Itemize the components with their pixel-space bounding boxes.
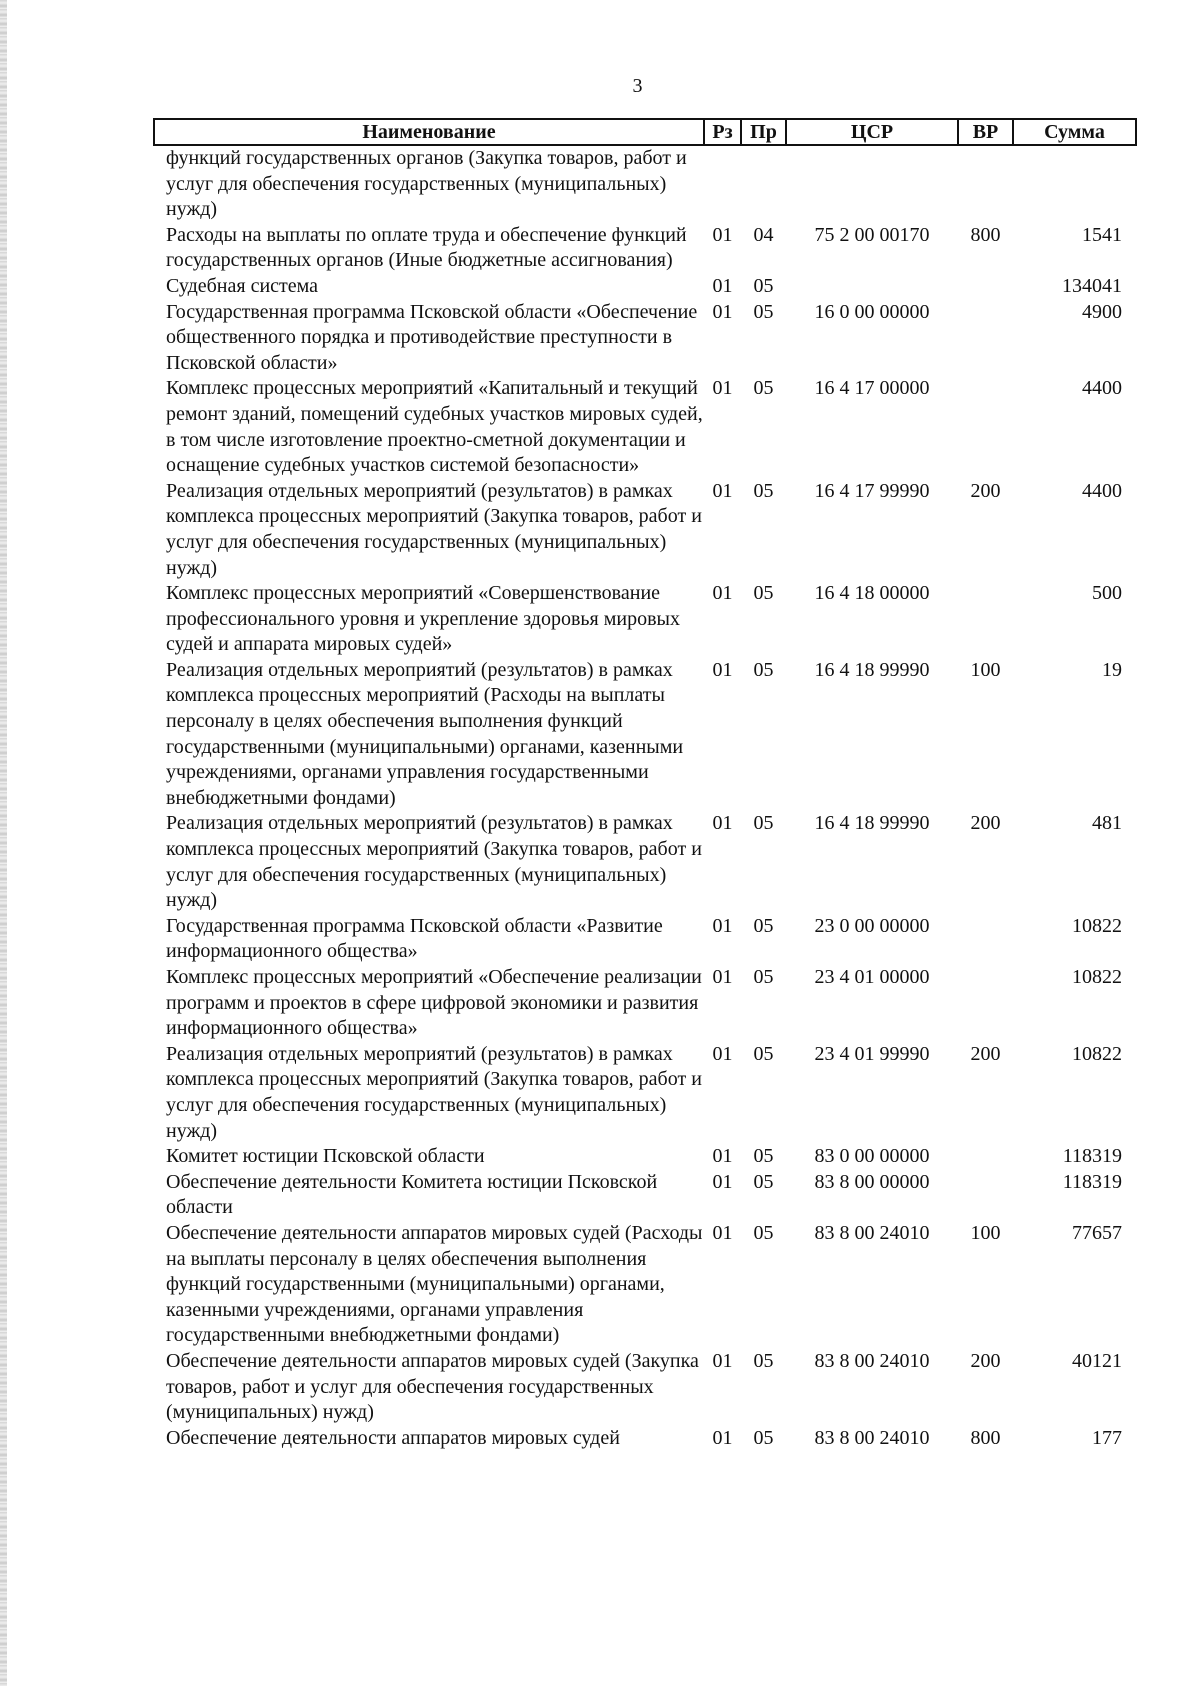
row-csr-cell: 16 4 17 99990 [814, 479, 930, 502]
row-name-cell: Реализация отдельных мероприятий (результатов) в рамках комплекса процессных мероприятий (Закупка товаров, работ и услуг для обеспечения государственных (муниципальных) нужд) [166, 479, 702, 579]
row-vr-cell: 200 [970, 812, 1001, 835]
row-pr-cell: 05 [753, 812, 774, 835]
row-sum-cell: 1541 [1082, 223, 1122, 246]
table-row [154, 581, 1136, 658]
row-pr-cell: 05 [753, 1042, 774, 1065]
row-csr-cell: 83 8 00 00000 [814, 1170, 930, 1193]
row-pr-cell: 05 [753, 914, 774, 937]
table-row [154, 1144, 1136, 1170]
row-name-cell: Комплекс процессных мероприятий «Совершенствование профессионального уровня и укрепление здоровья мировых судей и аппарата мировых судей» [166, 582, 680, 656]
row-name-cell: Судебная система [166, 274, 319, 297]
row-rz-cell [704, 145, 741, 223]
row-vr-cell: 100 [970, 658, 1001, 681]
row-vr-cell: 200 [970, 1042, 1001, 1065]
row-sum-cell: 118319 [1062, 1145, 1122, 1168]
row-csr-cell [786, 145, 958, 223]
row-sum-cell: 4400 [1082, 377, 1122, 400]
row-pr-cell: 05 [753, 274, 774, 297]
row-rz-cell: 01 [712, 1221, 733, 1244]
row-rz-cell: 01 [712, 582, 733, 605]
row-pr-cell: 05 [753, 658, 774, 681]
row-sum-cell: 10822 [1072, 1042, 1122, 1065]
row-csr-cell: 83 8 00 24010 [814, 1426, 930, 1449]
row-vr-cell [958, 1144, 1013, 1170]
row-vr-cell: 800 [970, 1426, 1001, 1449]
header-name: Наименование [154, 119, 704, 145]
row-name-cell: Обеспечение деятельности аппаратов мировых судей (Расходы на выплаты персоналу в целях обеспечения выполнения функций государственными (муниципальными) органами, казенными учреждениями, органами управления государственными внебюджетными фондами) [166, 1221, 703, 1347]
row-vr-cell [958, 581, 1013, 658]
budget-table [153, 118, 1137, 1451]
row-pr-cell: 05 [753, 1349, 774, 1372]
row-pr-cell: 05 [753, 479, 774, 502]
row-sum-cell: 481 [1092, 812, 1122, 835]
row-csr-cell: 23 4 01 99990 [814, 1042, 930, 1065]
row-vr-cell: 200 [970, 479, 1001, 502]
row-rz-cell: 01 [712, 914, 733, 937]
table-row [154, 658, 1136, 812]
row-csr-cell: 83 8 00 24010 [814, 1221, 930, 1244]
row-rz-cell: 01 [712, 966, 733, 988]
scan-edge [0, 0, 7, 1686]
row-sum-cell: 500 [1092, 582, 1122, 605]
row-rz-cell: 01 [712, 812, 733, 835]
row-sum-cell: 134041 [1062, 274, 1122, 297]
row-sum-cell: 118319 [1062, 1170, 1122, 1193]
row-pr-cell: 05 [753, 1145, 774, 1168]
table-row [154, 145, 1136, 223]
table-row [154, 1349, 1136, 1426]
row-name-cell: Реализация отдельных мероприятий (результатов) в рамках комплекса процессных мероприятий (Закупка товаров, работ и услуг для обеспечения государственных (муниципальных) нужд) [166, 812, 702, 912]
row-rz-cell: 01 [712, 223, 733, 246]
row-vr-cell [958, 274, 1013, 300]
row-csr-cell: 75 2 00 00170 [814, 223, 930, 246]
row-vr-cell [958, 965, 1013, 1042]
row-sum-cell: 10822 [1072, 966, 1122, 988]
page-number: 3 [632, 75, 643, 97]
row-name-cell: Расходы на выплаты по оплате труда и обеспечение функций государственных органов (Иные бюджетные ассигнования) [166, 223, 687, 272]
row-name-cell: Реализация отдельных мероприятий (результатов) в рамках комплекса процессных мероприятий (Закупка товаров, работ и услуг для обеспечения государственных (муниципальных) нужд) [166, 1042, 702, 1142]
row-vr-cell [958, 376, 1013, 478]
row-sum-cell: 77657 [1072, 1221, 1122, 1244]
table-row [154, 1170, 1136, 1221]
row-name-cell: Комитет юстиции Псковской области [166, 1145, 485, 1168]
table-row [154, 300, 1136, 377]
row-rz-cell: 01 [712, 1145, 733, 1168]
header-vr: ВР [958, 119, 1013, 145]
row-name-cell: Комплекс процессных мероприятий «Обеспечение реализации программ и проектов в сфере цифровой экономики и развития информационного общества» [166, 966, 702, 1040]
row-sum-cell: 10822 [1072, 914, 1122, 937]
row-sum-cell: 19 [1102, 658, 1122, 681]
row-csr-cell: 83 0 00 00000 [814, 1145, 930, 1168]
row-rz-cell: 01 [712, 377, 733, 400]
table-row [154, 914, 1136, 965]
row-name-cell: Обеспечение деятельности аппаратов мировых судей [166, 1426, 620, 1449]
table-row [154, 1221, 1136, 1349]
row-csr-cell: 16 4 18 00000 [814, 582, 930, 605]
header-pr: Пр [741, 119, 786, 145]
row-vr-cell [958, 145, 1013, 223]
row-name-cell: функций государственных органов (Закупка товаров, работ и услуг для обеспечения государственных (муниципальных) нужд) [166, 147, 687, 221]
row-vr-cell [958, 300, 1013, 377]
row-name-cell: Обеспечение деятельности аппаратов мировых судей (Закупка товаров, работ и услуг для обеспечения государственных (муниципальных) нужд) [166, 1349, 699, 1424]
row-rz-cell: 01 [712, 1349, 733, 1372]
row-vr-cell: 200 [970, 1349, 1001, 1372]
table-header-row [154, 119, 1136, 145]
row-pr-cell: 05 [753, 1221, 774, 1244]
row-rz-cell: 01 [712, 1170, 733, 1193]
row-rz-cell: 01 [712, 274, 733, 297]
table-row [154, 811, 1136, 913]
row-csr-cell: 83 8 00 24010 [814, 1349, 930, 1372]
row-rz-cell: 01 [712, 300, 733, 323]
table-row [154, 965, 1136, 1042]
row-csr-cell: 16 4 18 99990 [814, 812, 930, 835]
header-rz: Рз [704, 119, 741, 145]
row-csr-cell: 23 4 01 00000 [814, 966, 930, 988]
row-name-cell: Обеспечение деятельности Комитета юстиции Псковской области [166, 1170, 658, 1219]
row-csr-cell: 23 0 00 00000 [814, 914, 930, 937]
row-csr-cell: 16 0 00 00000 [814, 300, 930, 323]
row-sum-cell: 40121 [1072, 1349, 1122, 1372]
row-pr-cell: 05 [753, 1426, 774, 1449]
row-name-cell: Комплекс процессных мероприятий «Капитальный и текущий ремонт зданий, помещений судебных участков мировых судей, в том числе изготовление проектно-сметной документации и оснащение судебных участков системой безопасности» [166, 377, 703, 477]
row-pr-cell: 04 [753, 223, 774, 246]
table-row [154, 274, 1136, 300]
row-sum-cell: 4400 [1082, 479, 1122, 502]
row-pr-cell: 05 [753, 582, 774, 605]
table-row [154, 479, 1136, 581]
row-name-cell: Государственная программа Псковской области «Обеспечение общественного порядка и противодействие преступности в Псковской области» [166, 300, 698, 374]
row-rz-cell: 01 [712, 1426, 733, 1449]
row-pr-cell: 05 [753, 1170, 774, 1193]
row-sum-cell: 177 [1092, 1426, 1122, 1449]
row-pr-cell [741, 145, 786, 223]
row-vr-cell: 100 [970, 1221, 1001, 1244]
row-pr-cell: 05 [753, 966, 774, 988]
row-vr-cell [958, 914, 1013, 965]
row-csr-cell: 16 4 17 00000 [814, 377, 930, 400]
header-csr: ЦСР [786, 119, 958, 145]
table-row [154, 1426, 1136, 1452]
row-csr-cell [786, 274, 958, 300]
header-sum: Сумма [1013, 119, 1136, 145]
table-row [154, 223, 1136, 274]
table-row [154, 1042, 1136, 1144]
row-csr-cell: 16 4 18 99990 [814, 658, 930, 681]
row-vr-cell [958, 1170, 1013, 1221]
row-sum-cell [1013, 145, 1136, 223]
table-row [154, 376, 1136, 478]
row-vr-cell: 800 [970, 223, 1001, 246]
row-pr-cell: 05 [753, 377, 774, 400]
row-rz-cell: 01 [712, 479, 733, 502]
row-name-cell: Государственная программа Псковской области «Развитие информационного общества» [166, 914, 663, 963]
row-rz-cell: 01 [712, 658, 733, 681]
row-pr-cell: 05 [753, 300, 774, 323]
row-rz-cell: 01 [712, 1042, 733, 1065]
row-sum-cell: 4900 [1082, 300, 1122, 323]
row-name-cell: Реализация отдельных мероприятий (результатов) в рамках комплекса процессных мероприятий (Расходы на выплаты персоналу в целях обеспечения выполнения функций государственными (муниципальными) органами, казенными учреждениями, органами управления государственными внебюджетными фондами) [166, 658, 684, 809]
